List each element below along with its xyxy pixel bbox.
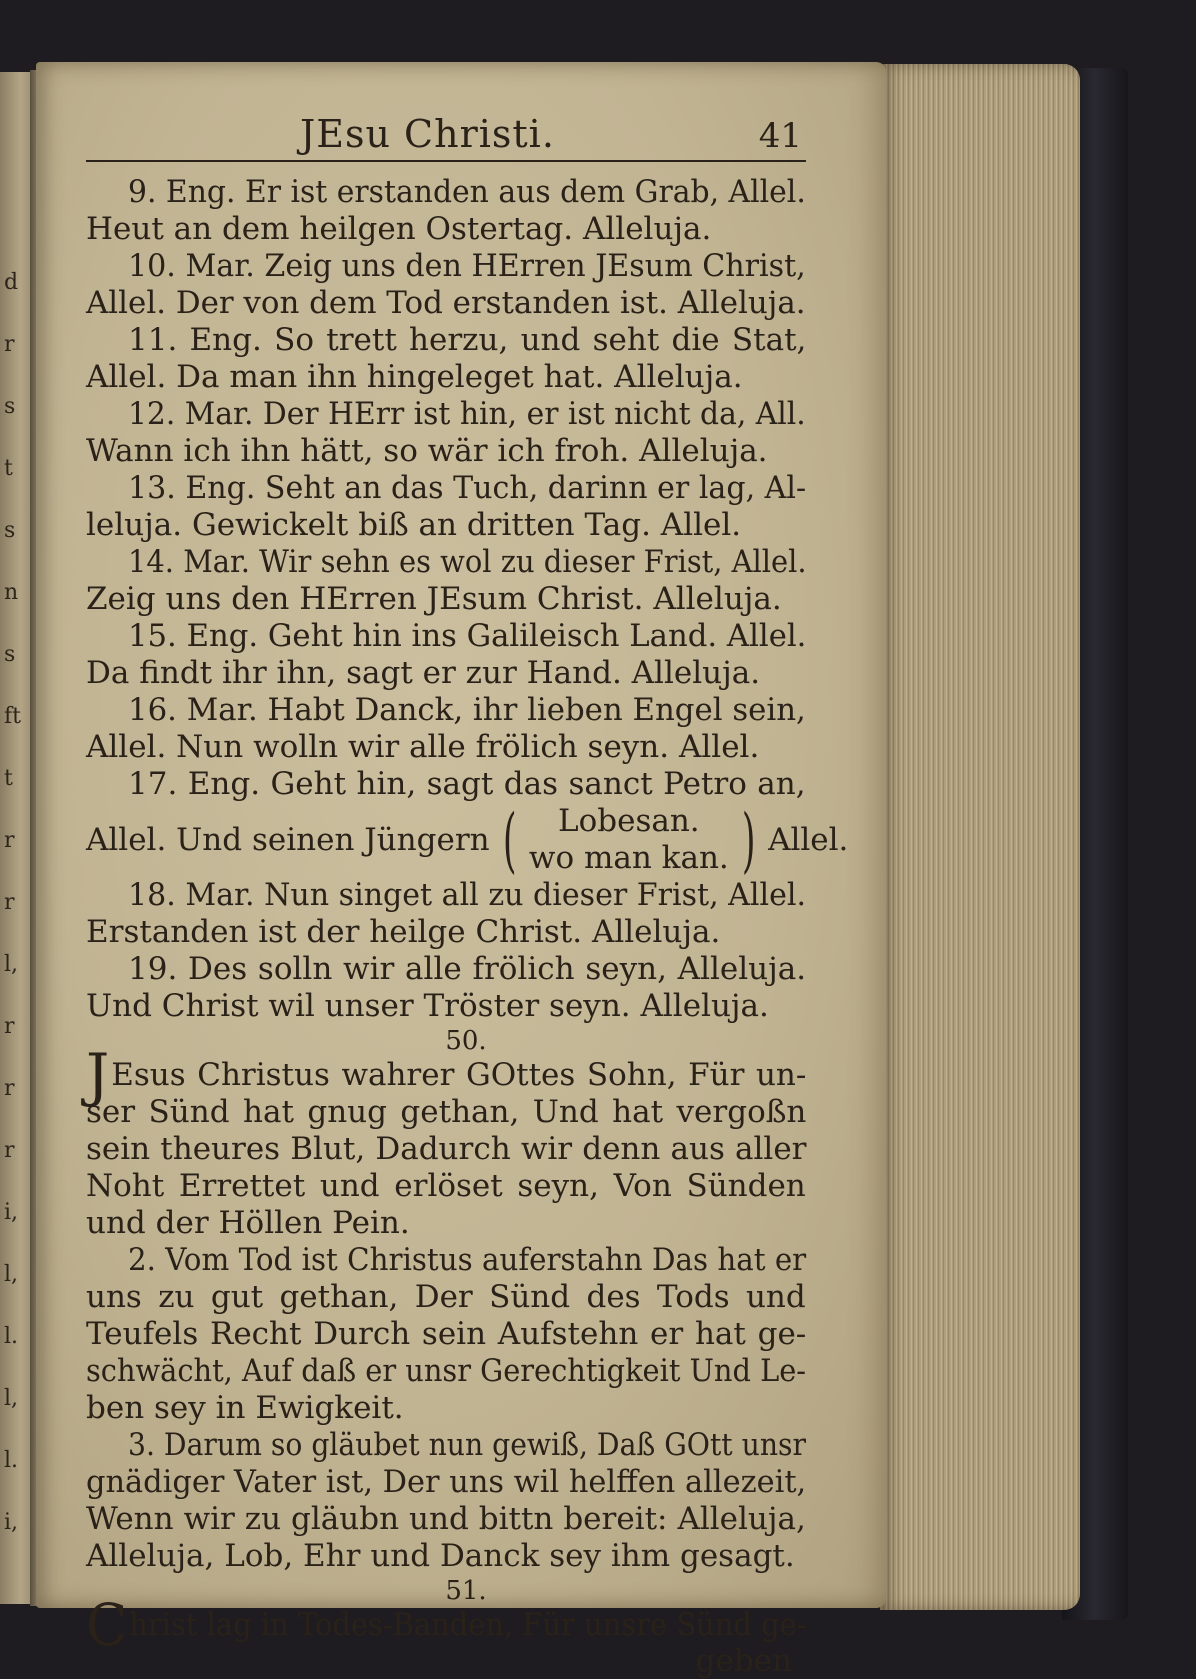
left-page-fragment: r: [4, 890, 15, 915]
line-text: ben sey in Ewigkeit.: [86, 1390, 404, 1426]
text-line: [86, 544, 806, 581]
line-text: gnädiger Vater ist, Der uns wil helffen allezeit,: [86, 1464, 807, 1500]
text-line: [86, 1205, 806, 1242]
catchword: geben: [695, 1643, 792, 1679]
line-text: Teufels Recht Durch sein Aufstehn er hat ge-: [86, 1316, 807, 1352]
left-page-fragment: r: [4, 1076, 15, 1101]
hymn-number-51: 51.: [445, 1576, 487, 1606]
brace-option-1: Lobesan.: [558, 803, 700, 839]
hymn-49-verses-b: [86, 877, 806, 1025]
line-text: 9. Eng. Er ist erstanden aus dem Grab, Allel.: [128, 174, 806, 210]
hymn-49-verses-a: [86, 174, 806, 803]
page-text: [86, 112, 849, 1679]
text-line: [86, 322, 806, 359]
line-text: Allel. Da man ihn hingeleget hat. Alleluja.: [86, 359, 743, 395]
left-page-edge: [0, 72, 34, 1604]
drop-initial: J: [86, 1041, 110, 1109]
line-text: 19. Des solln wir alle frölich seyn, Alleluja.: [128, 951, 807, 987]
text-line: [86, 1168, 806, 1205]
left-page-fragment: s: [4, 394, 16, 419]
page-edges: [880, 64, 1080, 1610]
open-brace: (: [502, 799, 517, 881]
text-line: [86, 1427, 806, 1464]
brace-option-2: wo man kan.: [528, 840, 729, 876]
line-text: Wenn wir zu gläubn und bittn bereit: Alleluja,: [86, 1501, 806, 1537]
text-line: [86, 1390, 806, 1427]
line-text: Alleluja, Lob, Ehr und Danck sey ihm gesagt.: [86, 1538, 795, 1574]
page-header: [86, 112, 806, 160]
left-page-fragment: r: [4, 828, 15, 853]
line-text: uns zu gut gethan, Der Sünd des Tods und: [86, 1279, 806, 1315]
text-line: [86, 914, 806, 951]
brace-tail: Allel.: [768, 821, 849, 858]
line-text: Wann ich ihn hätt, so wär ich froh. Alleluja.: [86, 433, 768, 469]
left-page-fragment: l,: [4, 952, 19, 977]
left-page-fragment: r: [4, 332, 15, 357]
line-text: schwächt, Auf daß er unsr Gerechtigkeit Und Le-: [86, 1353, 807, 1389]
left-page-fragment: s: [4, 642, 16, 667]
text-line: [86, 988, 806, 1025]
line-text: 16. Mar. Habt Danck, ihr lieben Engel sein,: [128, 692, 806, 728]
text-line: [86, 581, 806, 618]
text-line: [86, 396, 806, 433]
hymn-51-text: hrist lag in Todes-Banden, Für unsre Sünd ge-: [129, 1607, 807, 1643]
left-page-fragment: l,: [4, 1386, 19, 1411]
line-text: Noht Errettet und erlöset seyn, Von Sünden: [86, 1168, 806, 1204]
line-text: leluja. Gewickelt biß an dritten Tag. Allel.: [86, 507, 742, 543]
left-page-fragment: t: [4, 766, 13, 791]
hymn-number-50: 50.: [445, 1026, 487, 1056]
line-text: Erstanden ist der heilge Christ. Alleluja.: [86, 914, 721, 950]
line-text: 18. Mar. Nun singet all zu dieser Frist, Allel.: [128, 877, 807, 913]
line-text: Heut an dem heilgen Ostertag. Alleluja.: [86, 211, 712, 247]
text-line: [86, 470, 806, 507]
text-line: [86, 1131, 806, 1168]
line-text: ser Sünd hat gnug gethan, Und hat vergoßn: [86, 1094, 807, 1130]
drop-initial: C: [86, 1591, 128, 1659]
line-text: 12. Mar. Der HErr ist hin, er ist nicht da, All.: [128, 396, 806, 432]
text-line: [86, 1316, 806, 1353]
brace-line: [86, 799, 849, 881]
left-page-fragment: l.: [4, 1324, 19, 1349]
left-page-fragment: d: [4, 270, 19, 295]
text-line: [86, 211, 806, 248]
text-line: [86, 359, 806, 396]
line-text: 11. Eng. So trett herzu, und seht die Stat,: [128, 322, 807, 358]
left-page-fragment: n: [4, 580, 19, 605]
text-line: [86, 433, 806, 470]
line-text: Esus Christus wahrer GOttes Sohn, Für un-: [111, 1057, 807, 1093]
running-title: JEsu Christi.: [300, 112, 555, 156]
text-line: [86, 507, 806, 544]
line-text: Da findt ihr ihn, sagt er zur Hand. Alleluja.: [86, 655, 761, 691]
line-text: Allel. Nun wolln wir alle frölich seyn. Allel.: [86, 729, 760, 765]
line-text: 14. Mar. Wir sehn es wol zu dieser Frist, Allel.: [128, 544, 807, 580]
line-text: Allel. Der von dem Tod erstanden ist. Alleluja.: [86, 285, 806, 321]
line-text: und der Höllen Pein.: [86, 1205, 410, 1241]
line-text: sein theures Blut, Dadurch wir denn aus aller: [86, 1131, 807, 1167]
text-line: [86, 729, 806, 766]
text-line: [86, 1501, 806, 1538]
left-page-fragment: ft: [4, 704, 21, 729]
line-text: 2. Vom Tod ist Christus auferstahn Das hat er: [128, 1242, 807, 1278]
brace-options: [529, 803, 729, 877]
left-page-fragment: i,: [4, 1510, 19, 1535]
header-rule: [86, 160, 806, 162]
text-line: [86, 766, 806, 803]
left-page-fragment: l,: [4, 1262, 19, 1287]
left-page-fragment: r: [4, 1014, 15, 1039]
text-line: [86, 655, 806, 692]
text-line: [86, 285, 806, 322]
left-page-fragment: s: [4, 518, 16, 543]
left-page-fragment: i,: [4, 1200, 19, 1225]
line-text: 13. Eng. Seht an das Tuch, darinn er lag, Al-: [128, 470, 807, 506]
left-page-fragment: l.: [4, 1448, 19, 1473]
text-line: [86, 174, 806, 211]
text-line: [86, 692, 806, 729]
text-line: [86, 1464, 806, 1501]
line-text: 15. Eng. Geht hin ins Galileisch Land. Allel.: [128, 618, 807, 654]
line-text: Zeig uns den HErren JEsum Christ. Alleluja.: [86, 581, 782, 617]
text-line: [86, 877, 806, 914]
text-line: [86, 1279, 806, 1316]
line-text: 17. Eng. Geht hin, sagt das sanct Petro an,: [128, 766, 806, 802]
text-line: [86, 1538, 806, 1575]
close-brace: ): [741, 799, 756, 881]
left-page-fragment: r: [4, 1138, 15, 1163]
text-line: [86, 618, 806, 655]
text-line: [86, 1094, 806, 1131]
left-page-fragment: t: [4, 456, 13, 481]
text-line: [86, 951, 806, 988]
text-line: [86, 1353, 806, 1390]
line-text: 10. Mar. Zeig uns den HErren JEsum Christ,: [128, 248, 806, 284]
line-text: 3. Darum so gläubet nun gewiß, Daß GOtt unsr: [128, 1427, 807, 1463]
line-text: Und Christ wil unser Tröster seyn. Alleluja.: [86, 988, 769, 1024]
text-line: [86, 1242, 806, 1279]
brace-lead: Allel. Und seinen Jüngern: [86, 821, 490, 858]
page-number: 41: [758, 116, 802, 156]
text-line: [86, 248, 806, 285]
